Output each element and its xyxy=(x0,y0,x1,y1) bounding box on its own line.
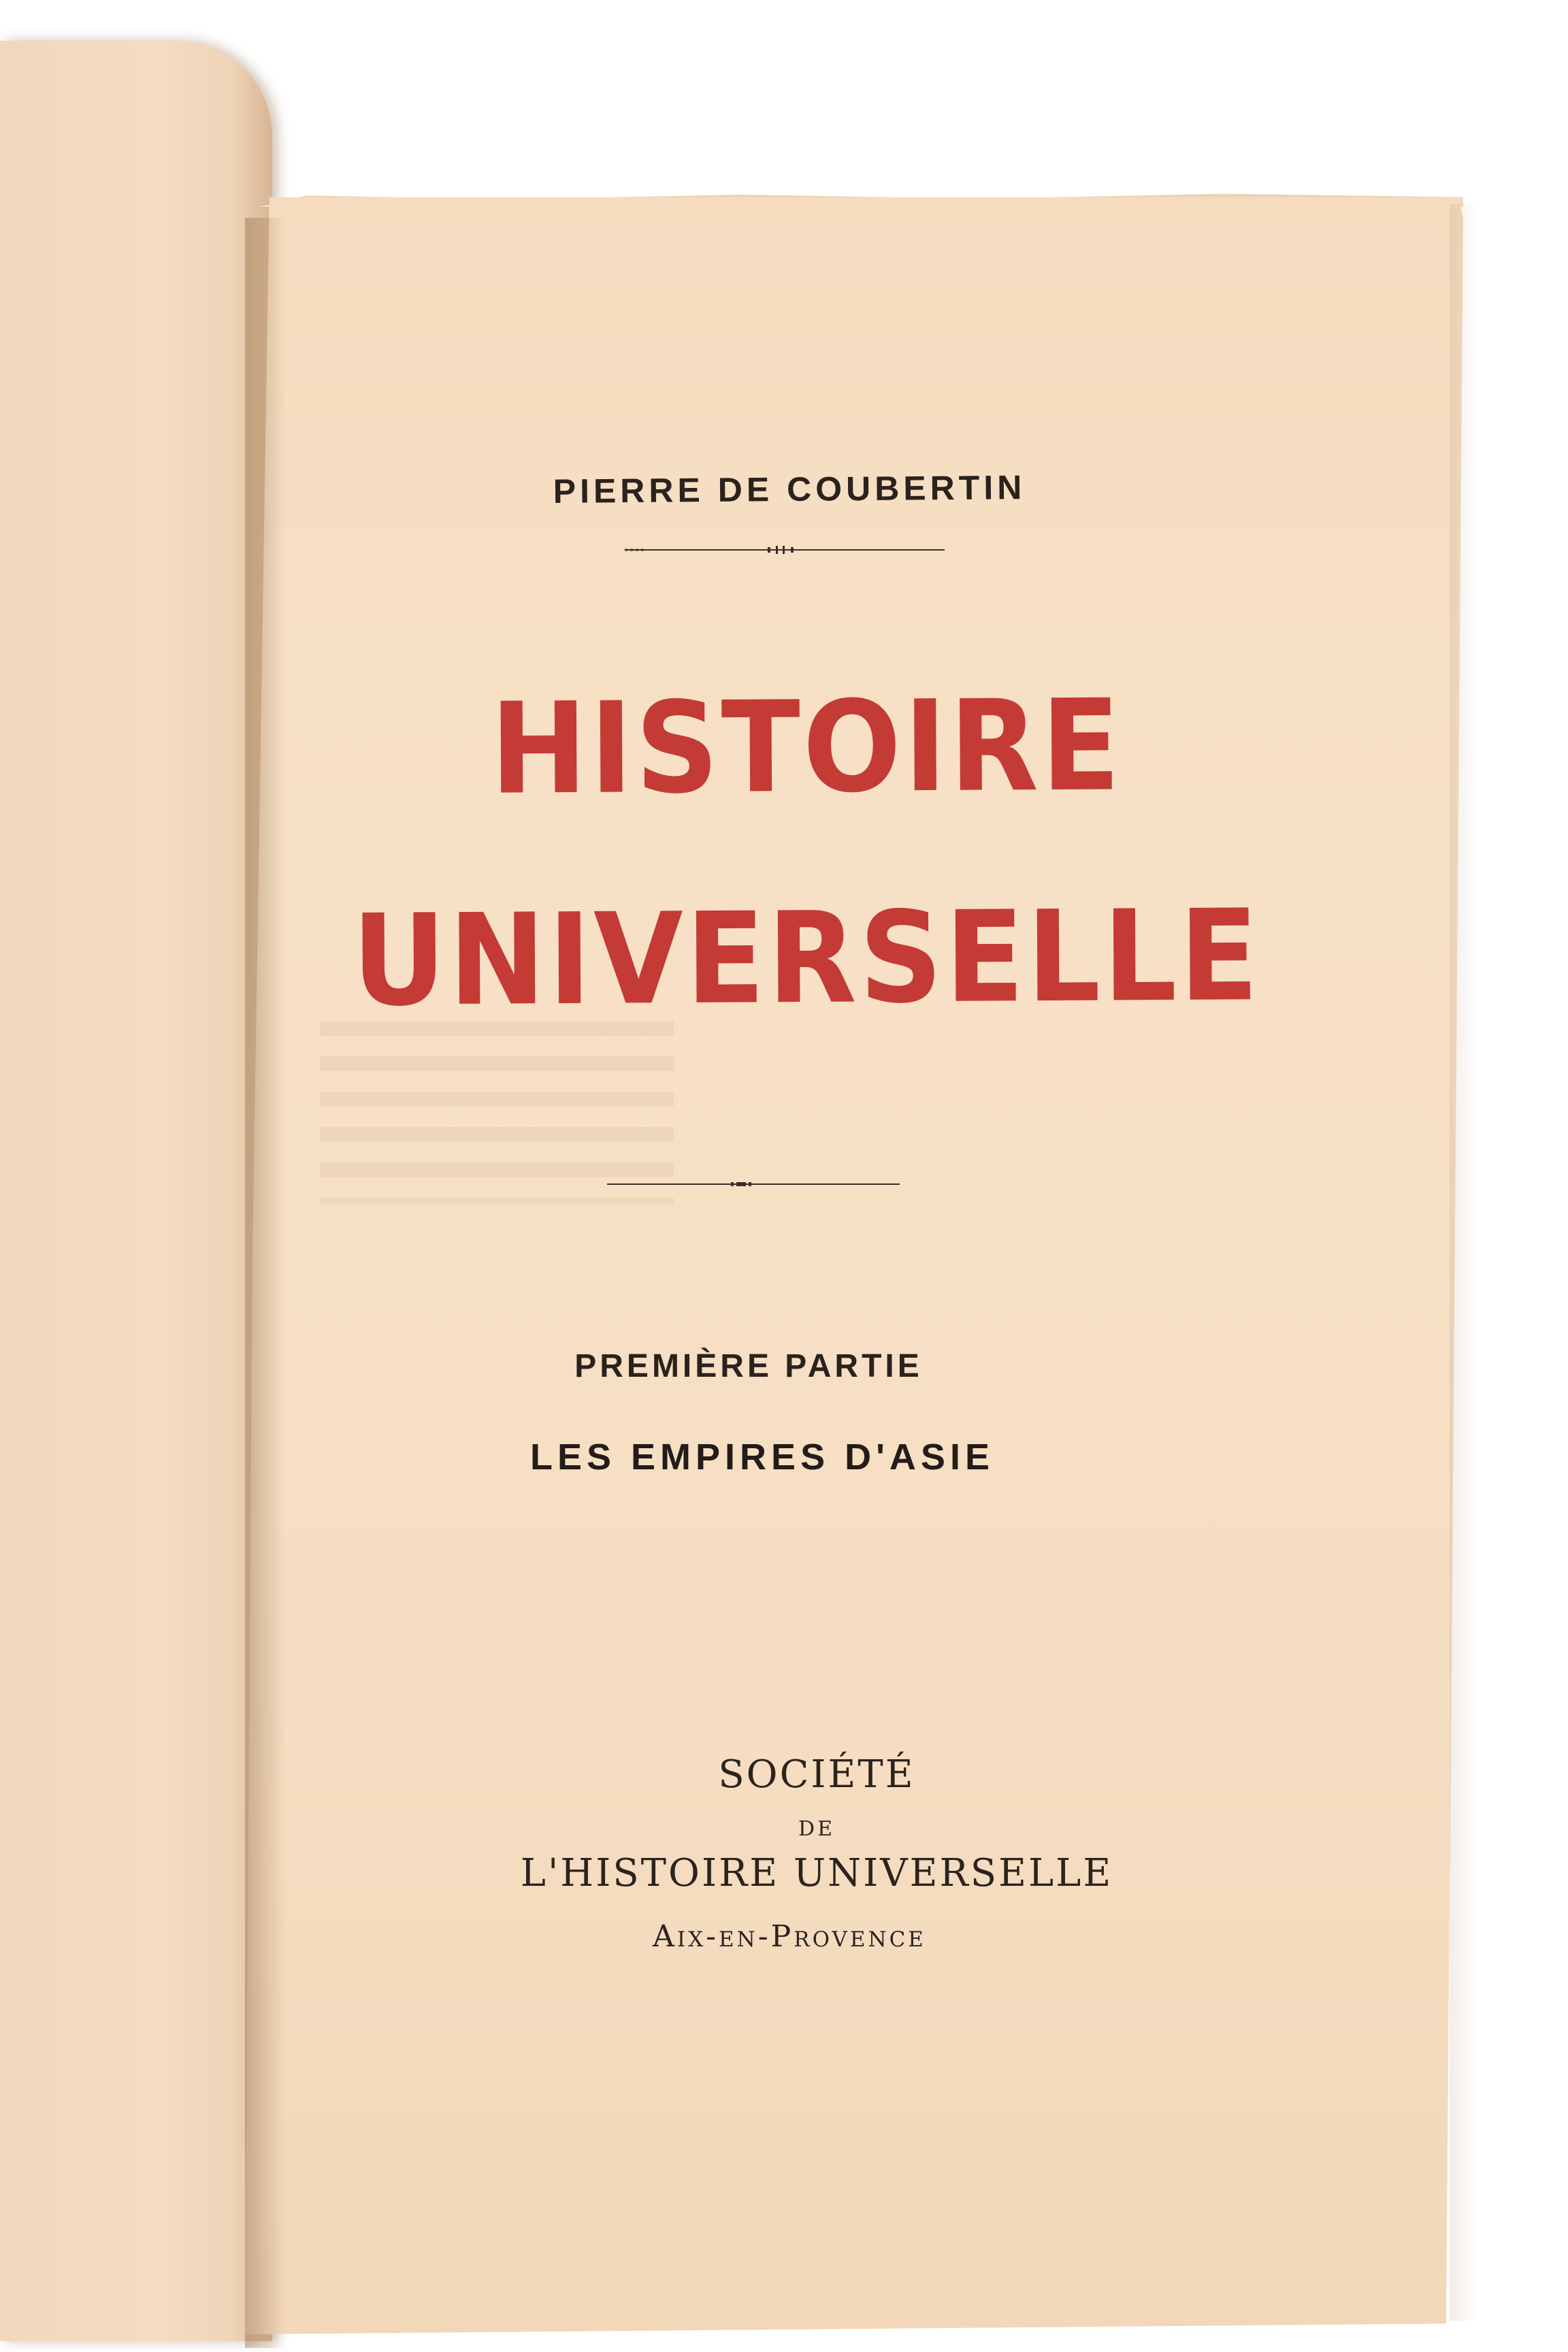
publisher-line-1: SOCIÉTÉ xyxy=(718,1752,915,1797)
left-page xyxy=(0,41,272,2341)
left-page-shading xyxy=(0,41,272,2341)
title-page xyxy=(245,197,1463,2334)
show-through-text xyxy=(320,1021,674,1205)
book-gutter-shadow xyxy=(245,218,286,2348)
publisher-city: Aix-en-Provence xyxy=(653,1919,926,1954)
title-line-1: HISTOIRE xyxy=(489,672,1124,823)
volume-subtitle: LES EMPIRES D'ASIE xyxy=(530,1437,994,1477)
author-rule-ornament xyxy=(625,544,945,555)
title-line-2: UNIVERSELLE xyxy=(351,882,1262,1034)
publisher-line-3: L'HISTOIRE UNIVERSELLE xyxy=(520,1851,1113,1895)
title-rule-ornament xyxy=(607,1179,900,1190)
part-heading: PREMIÈRE PARTIE xyxy=(574,1348,923,1384)
page-edge-shadow xyxy=(1450,204,1477,2321)
publisher-line-2: DE xyxy=(798,1817,835,1841)
author-name: PIERRE DE COUBERTIN xyxy=(553,468,1026,511)
